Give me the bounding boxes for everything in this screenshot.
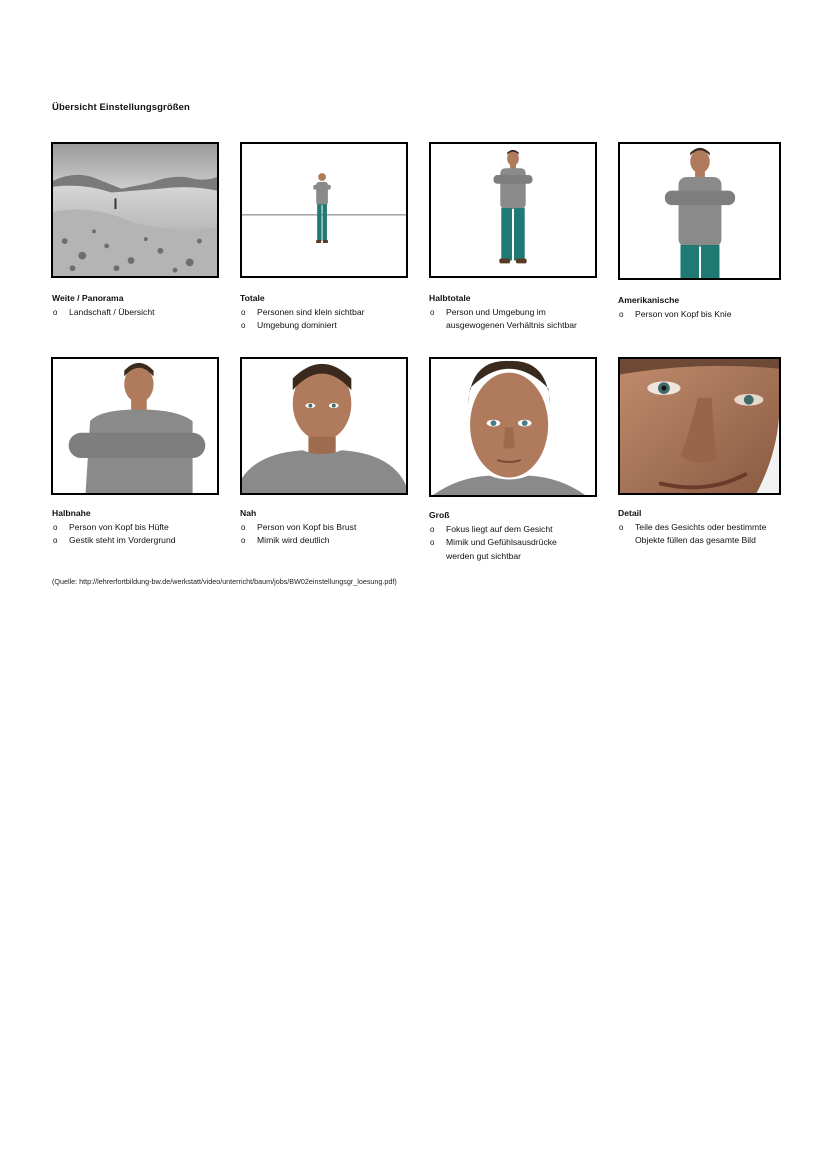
caption-halbtotale <box>429 292 619 333</box>
caption-weite-panorama <box>52 292 242 319</box>
face-detail-image <box>618 357 781 495</box>
list-item: o Person von Kopf bis Knie <box>619 308 732 319</box>
person-hip-image <box>51 357 219 495</box>
list-item: o Person von Kopf bis Hüfte <box>53 521 169 532</box>
list-item: o Mimik und Gefühlsausdrücke <box>430 537 557 547</box>
caption-gross <box>429 509 619 563</box>
list-item: werden gut sichtbar <box>446 550 521 561</box>
list-item: o Person von Kopf bis Brust <box>241 521 357 532</box>
list-item: o Landschaft / Übersicht <box>53 306 155 317</box>
landscape-panorama-image <box>51 142 219 278</box>
caption-title: Totale <box>240 293 265 303</box>
list-item: o Person und Umgebung im <box>430 306 546 317</box>
caption-title: Amerikanische <box>618 295 680 305</box>
list-item: ausgewogenen Verhältnis sichtbar <box>446 320 577 330</box>
person-full-small-image <box>240 142 408 278</box>
list-item: o Gestik steht im Vordergrund <box>53 535 176 545</box>
list-item: o Umgebung dominiert <box>241 320 337 330</box>
list-item: o Mimik wird deutlich <box>241 535 330 545</box>
source-citation: (Quelle: http://lehrerfortbildung-bw.de/werkstatt/video/unterricht/baum/jobs/BW02einstellungsgr_loesung.pdf) <box>52 577 397 586</box>
person-chest-image <box>240 357 408 495</box>
face-closeup-image <box>429 357 597 497</box>
caption-nah <box>240 507 430 548</box>
list-item: Objekte füllen das gesamte Bild <box>635 535 756 545</box>
person-full-image <box>429 142 597 278</box>
list-item: o Teile des Gesichts oder bestimmte <box>619 521 767 532</box>
caption-title: Weite / Panorama <box>52 293 124 303</box>
caption-title: Groß <box>429 510 450 520</box>
caption-title: Halbtotale <box>429 293 471 303</box>
page-title: Übersicht Einstellungsgrößen <box>52 102 190 113</box>
list-item: o Personen sind klein sichtbar <box>241 306 365 317</box>
caption-detail <box>618 507 818 548</box>
caption-title: Nah <box>240 508 257 518</box>
list-item: o Fokus liegt auf dem Gesicht <box>430 523 553 534</box>
person-knee-image <box>618 142 781 280</box>
caption-halbnahe <box>52 507 242 548</box>
caption-totale <box>240 292 430 333</box>
caption-amerikanische <box>618 294 818 321</box>
caption-title: Detail <box>618 508 642 518</box>
caption-title: Halbnahe <box>52 508 91 518</box>
